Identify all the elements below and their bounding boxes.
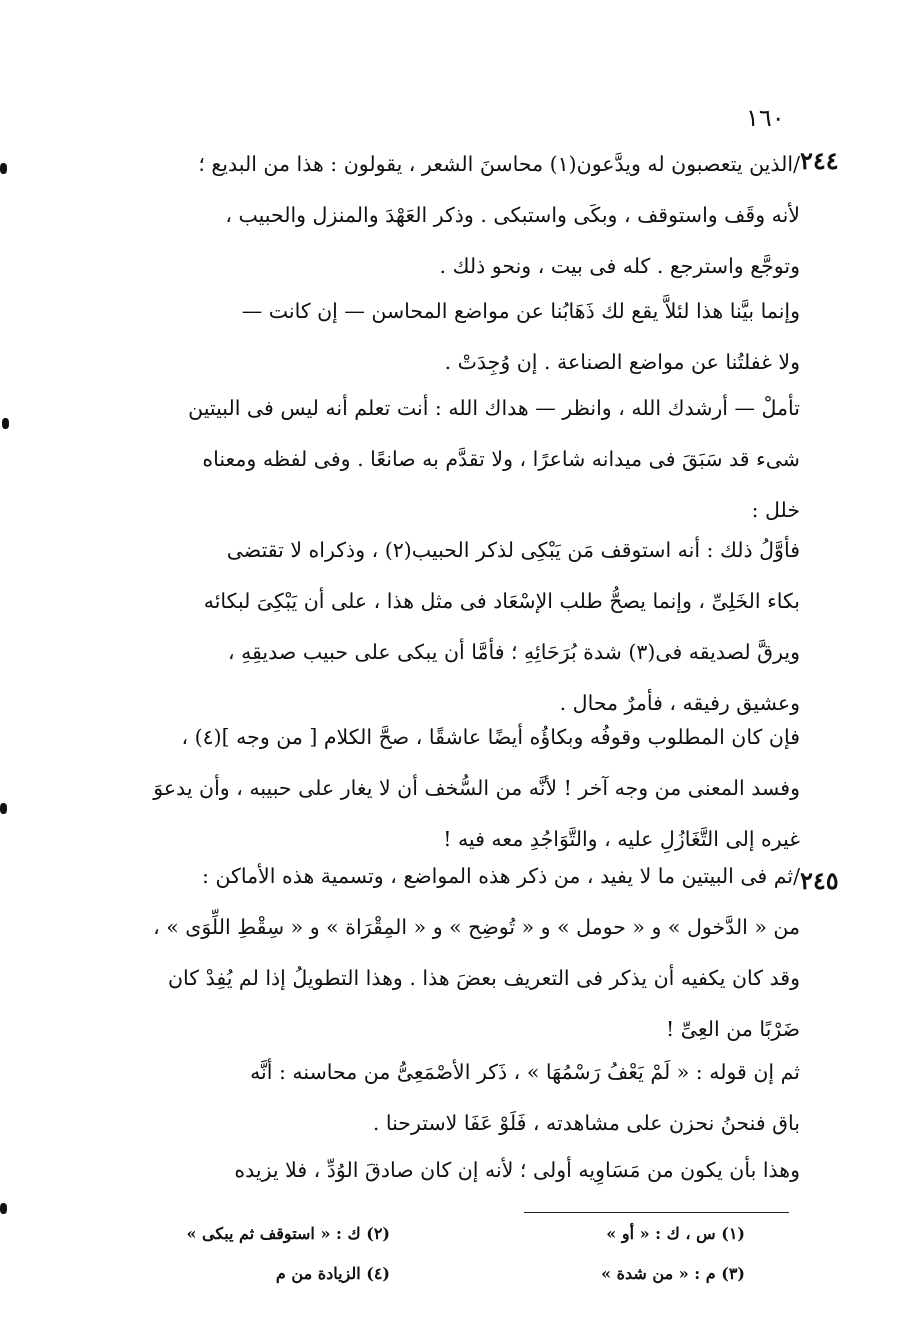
text-line: ولا غفلتُنا عن مواضع الصناعة . إن وُجِدَتْ .: [444, 350, 800, 374]
text-line: فإن كان المطلوب وقوفُه وبكاؤُه أيضًا عاشقًا ، صحَّ الكلام [ من وجه ](٤) ،: [181, 725, 800, 749]
footnote: (٤) الزيادة من م: [275, 1264, 390, 1283]
text-line: من « الدَّخول » و « حومل » و « تُوضِح » و « المِقْرَاة » و « سِقْطِ اللِّوَى » ،: [153, 915, 800, 939]
footnote: (٣) م : « من شدة »: [601, 1264, 745, 1283]
paragraph: [100, 383, 800, 536]
page-number: ١٦٠: [746, 104, 785, 132]
text-line: لأنه وقَف واستوقف ، وبكَى واستبكى . وذكر العَهْدَ والمنزل والحبيب ،: [225, 203, 800, 227]
edge-mark: [0, 163, 7, 174]
footnote: (٢) ك : « استوقف ثم يبكى »: [186, 1224, 390, 1243]
paragraph: [100, 139, 800, 292]
text-line: باق فنحنُ نحزن على مشاهدته ، فَلَوْ عَفَا لاسترحنا .: [372, 1111, 800, 1135]
edge-mark: [0, 803, 7, 814]
text-line: ضَرْبًا من العِىِّ !: [666, 1017, 800, 1041]
text-line: بكاء الخَلِىِّ ، وإنما يصحُّ طلب الإسْعَاد فى مثل هذا ، على أن يَبْكِىَ لبكائه: [203, 589, 800, 613]
paragraph: [100, 286, 800, 388]
text-line: وفسد المعنى من وجه آخر ! لأنَّه من السُّخف أن لا يغار على حبيبه ، وأن يدعوَ: [153, 776, 800, 800]
text-line: وقد كان يكفيه أن يذكر فى التعريف بعضَ هذا . وهذا التطويلُ إذا لم يُفِدْ كان: [168, 966, 800, 990]
text-line: /ثم فى البيتين ما لا يفيد ، من ذكر هذه المواضع ، وتسمية هذه الأماكن :: [202, 864, 800, 888]
text-line: وإنما بيَّنا هذا لئلاَّ يقع لك ذَهَابُنا عن مواضع المحاسن — إن كانت —: [241, 299, 800, 323]
footnote-divider: [524, 1212, 789, 1213]
text-line: وهذا بأن يكون من مَسَاوِيه أولى ؛ لأنه إن كان صادقَ الوُدِّ ، فلا يزيده: [234, 1158, 800, 1182]
text-line: وتوجَّع واسترجع . كله فى بيت ، ونحو ذلك .: [439, 254, 800, 278]
footnote: (١) س ، ك : « أو »: [606, 1224, 745, 1243]
paragraph: [100, 851, 800, 1055]
text-line: شىء قد سَبَقَ فى ميدانه شاعرًا ، ولا تقدَّم به صانعًا . وفى لفظه ومعناه: [202, 447, 800, 471]
text-line: فأوَّلُ ذلك : أنه استوقف مَن يَبْكِى لذكر الحبيب(٢) ، وذكراه لا تقتضى: [226, 538, 800, 562]
margin-number: ٢٤٥: [800, 866, 839, 895]
edge-mark: [0, 1203, 7, 1214]
paragraph: [100, 525, 800, 729]
text-line: غيره إلى التَّغَازُلِ عليه ، والتَّوَاجُدِ معه فيه !: [443, 827, 800, 851]
text-line: تأملْ — أرشدك الله ، وانظر — هداك الله : أنت تعلم أنه ليس فى البيتين: [188, 396, 800, 420]
paragraph: [100, 712, 800, 865]
paragraph: [100, 1145, 800, 1196]
text-line: /الذين يتعصبون له ويدَّعون(١) محاسنَ الشعر ، يقولون : هذا من البديع ؛: [198, 152, 800, 176]
edge-mark: [2, 418, 9, 429]
text-line: خلل :: [751, 498, 800, 522]
paragraph: [100, 1047, 800, 1149]
text-line: ثم إن قوله : « لَمْ يَعْفُ رَسْمُهَا » ، ذَكر الأصْمَعِىُّ من محاسنه : أنَّه: [250, 1060, 800, 1084]
text-line: وعشيق رفيقه ، فأمرٌ محال .: [559, 691, 800, 715]
margin-number: ٢٤٤: [800, 146, 839, 175]
text-line: ويرقَّ لصديقه فى(٣) شدة بُرَحَائِهِ ؛ فأمَّا أن يبكى على حبيب صديقِهِ ،: [227, 640, 800, 664]
